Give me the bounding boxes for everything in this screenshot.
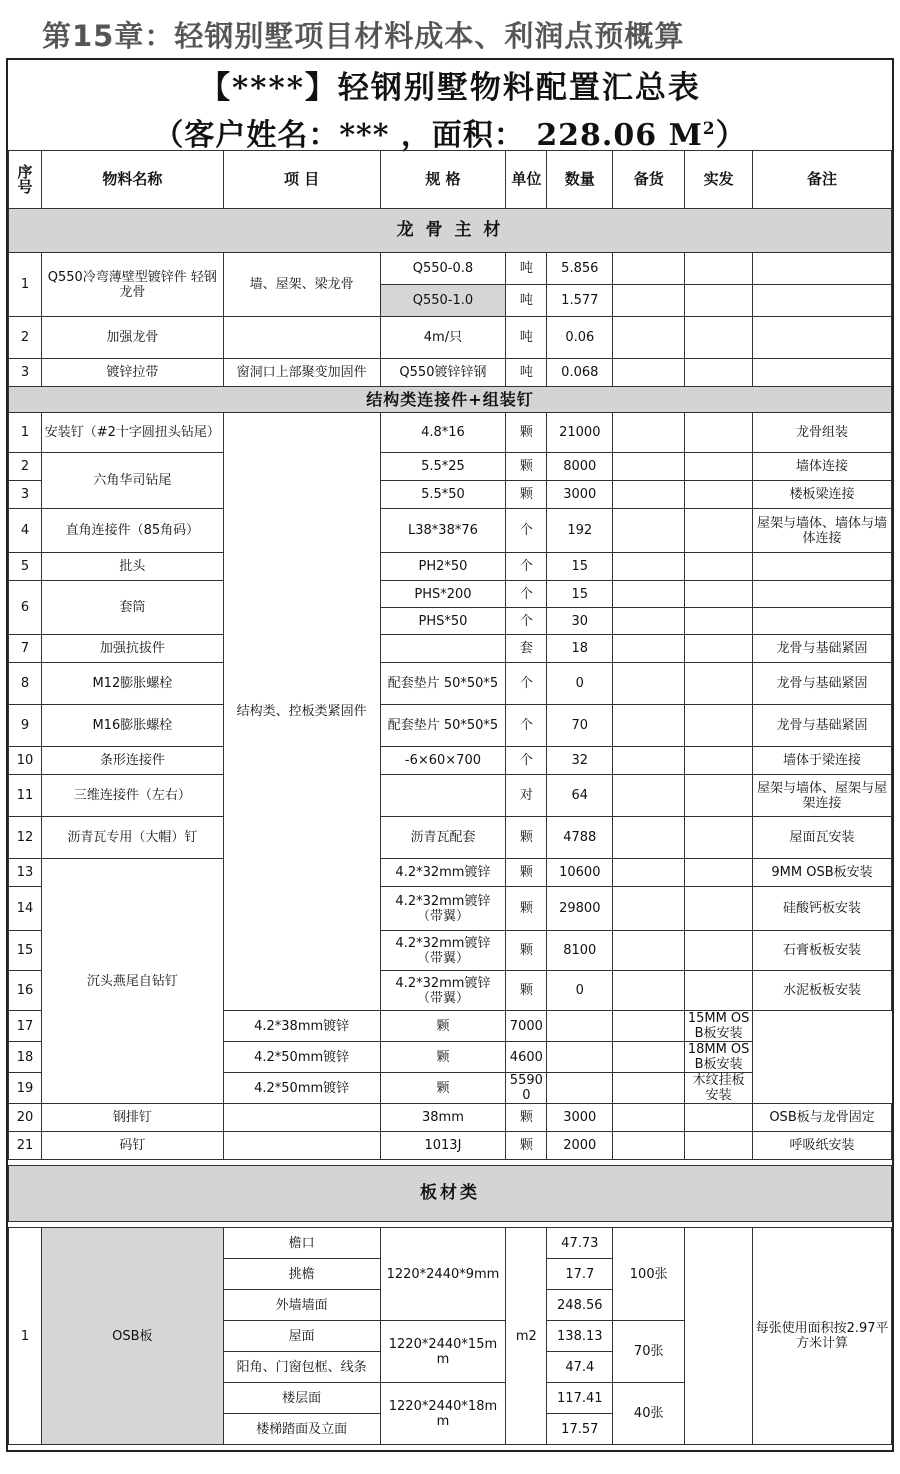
table-row xyxy=(9,509,892,553)
cell-remark xyxy=(753,581,892,608)
cell-name: 条形连接件 xyxy=(41,747,223,775)
cell-remark xyxy=(753,608,892,635)
cell-unit: 颗 xyxy=(506,887,547,931)
section-keel-title: 龙 骨 主 材 xyxy=(9,209,892,253)
cell-prepared xyxy=(613,359,685,387)
cell-remark xyxy=(753,253,892,285)
cell-unit: 颗 xyxy=(380,1073,506,1104)
cell-shipped xyxy=(685,608,753,635)
cell-shipped xyxy=(685,453,753,481)
cell-seq: 4 xyxy=(9,509,42,553)
cell-remark: 屋面瓦安装 xyxy=(753,817,892,859)
cell-qty: 3000 xyxy=(547,1104,613,1132)
cell-shipped xyxy=(613,1042,685,1073)
cell-prepared xyxy=(613,663,685,705)
cell-shipped xyxy=(685,413,753,453)
cell-unit: 个 xyxy=(506,705,547,747)
cell-unit: 吨 xyxy=(506,285,547,317)
table-row xyxy=(9,775,892,817)
cell-unit: 颗 xyxy=(506,1104,547,1132)
cell-remark: 15MM OSB板安装 xyxy=(685,1011,753,1042)
cell-qty: 47.4 xyxy=(547,1352,613,1383)
cell-prepared xyxy=(547,1073,613,1104)
cell-seq: 20 xyxy=(9,1104,42,1132)
table-row xyxy=(9,1132,892,1160)
cell-seq: 3 xyxy=(9,481,42,509)
cell-unit: 颗 xyxy=(506,931,547,971)
cell-qty: 15 xyxy=(547,581,613,608)
section-connectors-row xyxy=(9,387,892,413)
cell-remark: 龙骨与基础紧固 xyxy=(753,705,892,747)
cell-unit: 个 xyxy=(506,509,547,553)
cell-shipped xyxy=(613,1073,685,1104)
table-row xyxy=(9,413,892,453)
cell-prepared xyxy=(613,1132,685,1160)
cell-spec: 1013J xyxy=(380,1132,506,1160)
cell-prepared xyxy=(613,859,685,887)
cell-name: OSB板 xyxy=(41,1228,223,1445)
cell-unit: 颗 xyxy=(506,481,547,509)
cell-seq: 16 xyxy=(9,971,42,1011)
cell-unit: 个 xyxy=(506,663,547,705)
header-project: 项 目 xyxy=(223,151,380,209)
cell-shipped xyxy=(685,817,753,859)
cell-prepared xyxy=(613,971,685,1011)
cell-prepared: 70张 xyxy=(613,1321,685,1383)
cell-prepared xyxy=(613,705,685,747)
cell-qty: 2000 xyxy=(547,1132,613,1160)
cell-prepared xyxy=(613,747,685,775)
cell-unit: 个 xyxy=(506,581,547,608)
cell-spec: Q550镀锌锌钢 xyxy=(380,359,506,387)
cell-shipped xyxy=(685,887,753,931)
cell-spec: Q550-1.0 xyxy=(380,285,506,317)
cell-prepared xyxy=(613,775,685,817)
cell-name: 六角华司钻尾 xyxy=(41,453,223,509)
cell-unit: 个 xyxy=(506,747,547,775)
cell-project-group: 结构类、控板类紧固件 xyxy=(223,413,380,1011)
cell-remark: OSB板与龙骨固定 xyxy=(753,1104,892,1132)
cell-remark xyxy=(753,553,892,581)
cell-project: 檐口 xyxy=(223,1228,380,1259)
customer-area-text: （客户姓名：*** ，面积： 228.06 M xyxy=(153,118,703,153)
header-spec: 规 格 xyxy=(380,151,506,209)
cell-unit: 颗 xyxy=(506,453,547,481)
table-row xyxy=(9,317,892,359)
cell-remark: 墙体于梁连接 xyxy=(753,747,892,775)
cell-unit: 颗 xyxy=(380,1042,506,1073)
table-row xyxy=(9,453,892,481)
cell-project xyxy=(223,1132,380,1160)
table-row xyxy=(9,859,892,887)
cell-unit: 吨 xyxy=(506,359,547,387)
cell-spec: 1220*2440*18mm xyxy=(380,1383,506,1445)
cell-spec: 4.2*32mm镀锌（带翼） xyxy=(380,887,506,931)
cell-spec: 4.2*50mm镀锌 xyxy=(223,1042,380,1073)
cell-spec: 1220*2440*9mm xyxy=(380,1228,506,1321)
cell-shipped xyxy=(685,553,753,581)
cell-spec: 4m/只 xyxy=(380,317,506,359)
cell-name: 直角连接件（85角码） xyxy=(41,509,223,553)
cell-unit: 颗 xyxy=(380,1011,506,1042)
cell-spec: 沥青瓦配套 xyxy=(380,817,506,859)
cell-spec: 38mm xyxy=(380,1104,506,1132)
cell-shipped xyxy=(685,509,753,553)
table-row xyxy=(9,1228,892,1259)
cell-prepared: 40张 xyxy=(613,1383,685,1445)
header-name: 物料名称 xyxy=(41,151,223,209)
customer-area-line xyxy=(8,110,892,154)
cell-qty: 8000 xyxy=(547,453,613,481)
cell-spec: 4.2*32mm镀锌（带翼） xyxy=(380,971,506,1011)
cell-seq: 3 xyxy=(9,359,42,387)
header-seq: 序号 xyxy=(9,151,42,209)
table-row xyxy=(9,635,892,663)
cell-spec: 4.2*32mm镀锌（带翼） xyxy=(380,931,506,971)
cell-qty: 117.41 xyxy=(547,1383,613,1414)
cell-seq: 9 xyxy=(9,705,42,747)
cell-name: 镀锌拉带 xyxy=(41,359,223,387)
cell-unit: 颗 xyxy=(506,859,547,887)
cell-qty: 64 xyxy=(547,775,613,817)
cell-name: 码钉 xyxy=(41,1132,223,1160)
cell-shipped xyxy=(685,359,753,387)
cell-seq: 12 xyxy=(9,817,42,859)
cell-spec: 5.5*25 xyxy=(380,453,506,481)
cell-prepared xyxy=(613,581,685,608)
cell-unit: 套 xyxy=(506,635,547,663)
cell-prepared xyxy=(613,509,685,553)
cell-shipped xyxy=(685,635,753,663)
cell-seq: 7 xyxy=(9,635,42,663)
table-header-row xyxy=(9,151,892,209)
cell-seq: 2 xyxy=(9,453,42,481)
cell-seq: 1 xyxy=(9,253,42,317)
cell-spec: -6×60×700 xyxy=(380,747,506,775)
cell-shipped xyxy=(685,971,753,1011)
cell-remark: 屋架与墙体、墙体与墙体连接 xyxy=(753,509,892,553)
cell-shipped xyxy=(685,1132,753,1160)
cell-shipped xyxy=(685,285,753,317)
cell-remark: 9MM OSB板安装 xyxy=(753,859,892,887)
cell-prepared xyxy=(613,553,685,581)
cell-prepared: 100张 xyxy=(613,1228,685,1321)
table-row xyxy=(9,253,892,285)
cell-unit: 个 xyxy=(506,553,547,581)
cell-remark xyxy=(753,359,892,387)
header-remark: 备注 xyxy=(753,151,892,209)
cell-unit: 颗 xyxy=(506,1132,547,1160)
cell-remark: 每张使用面积按2.97平方米计算 xyxy=(753,1228,892,1445)
cell-prepared xyxy=(613,481,685,509)
cell-unit: 吨 xyxy=(506,253,547,285)
cell-seq: 2 xyxy=(9,317,42,359)
cell-name: Q550冷弯薄壁型镀锌件 轻钢龙骨 xyxy=(41,253,223,317)
cell-prepared xyxy=(613,285,685,317)
cell-seq: 1 xyxy=(9,1228,42,1445)
cell-prepared xyxy=(547,1011,613,1042)
cell-seq: 8 xyxy=(9,663,42,705)
cell-qty: 17.57 xyxy=(547,1414,613,1445)
cell-unit: 颗 xyxy=(506,817,547,859)
cell-shipped xyxy=(685,747,753,775)
cell-seq: 10 xyxy=(9,747,42,775)
cell-spec: 4.2*38mm镀锌 xyxy=(223,1011,380,1042)
cell-qty: 1.577 xyxy=(547,285,613,317)
cell-spec: 4.2*32mm镀锌 xyxy=(380,859,506,887)
cell-unit: 颗 xyxy=(506,413,547,453)
cell-spec: PHS*50 xyxy=(380,608,506,635)
cell-qty: 47.73 xyxy=(547,1228,613,1259)
cell-qty: 0 xyxy=(547,663,613,705)
cell-project xyxy=(223,1104,380,1132)
cell-prepared xyxy=(613,253,685,285)
cell-qty: 138.13 xyxy=(547,1321,613,1352)
cell-prepared xyxy=(613,453,685,481)
cell-unit: 颗 xyxy=(506,971,547,1011)
cell-qty: 7000 xyxy=(506,1011,547,1042)
cell-qty: 55900 xyxy=(506,1073,547,1104)
cell-qty: 30 xyxy=(547,608,613,635)
cell-prepared xyxy=(613,931,685,971)
cell-qty: 32 xyxy=(547,747,613,775)
table-row xyxy=(9,663,892,705)
cell-spec: 4.8*16 xyxy=(380,413,506,453)
cell-spec: 4.2*50mm镀锌 xyxy=(223,1073,380,1104)
cell-shipped xyxy=(685,481,753,509)
cell-prepared xyxy=(613,317,685,359)
cell-shipped xyxy=(685,581,753,608)
section-boards-row xyxy=(9,1166,892,1222)
cell-remark: 墙体连接 xyxy=(753,453,892,481)
cell-project: 屋面 xyxy=(223,1321,380,1352)
cell-unit: 对 xyxy=(506,775,547,817)
cell-remark: 18MM OSB板安装 xyxy=(685,1042,753,1073)
cell-name: 套筒 xyxy=(41,581,223,635)
cell-spec: PHS*200 xyxy=(380,581,506,608)
cell-remark: 龙骨与基础紧固 xyxy=(753,635,892,663)
cell-name: 加强龙骨 xyxy=(41,317,223,359)
cell-qty: 18 xyxy=(547,635,613,663)
cell-shipped xyxy=(685,859,753,887)
customer-area-close: ） xyxy=(715,118,747,153)
cell-spec: 配套垫片 50*50*5 xyxy=(380,705,506,747)
cell-name: 钢排钉 xyxy=(41,1104,223,1132)
header-qty: 数量 xyxy=(547,151,613,209)
cell-qty: 70 xyxy=(547,705,613,747)
cell-seq: 13 xyxy=(9,859,42,887)
cell-prepared xyxy=(613,635,685,663)
cell-spec xyxy=(380,775,506,817)
cell-name: 加强抗拔件 xyxy=(41,635,223,663)
cell-project: 楼梯踏面及立面 xyxy=(223,1414,380,1445)
cell-seq: 1 xyxy=(9,413,42,453)
cell-remark: 石膏板板安装 xyxy=(753,931,892,971)
header-prepared: 备货 xyxy=(613,151,685,209)
table-row xyxy=(9,359,892,387)
cell-name: 沉头燕尾自钻钉 xyxy=(41,859,223,1104)
cell-shipped xyxy=(685,663,753,705)
cell-qty: 21000 xyxy=(547,413,613,453)
cell-project: 外墙墙面 xyxy=(223,1290,380,1321)
cell-qty: 0 xyxy=(547,971,613,1011)
cell-seq: 14 xyxy=(9,887,42,931)
cell-unit: m2 xyxy=(506,1228,547,1445)
cell-shipped xyxy=(685,705,753,747)
cell-shipped xyxy=(613,1011,685,1042)
cell-prepared xyxy=(613,413,685,453)
cell-spec: L38*38*76 xyxy=(380,509,506,553)
cell-name: M12膨胀螺栓 xyxy=(41,663,223,705)
table-row xyxy=(9,747,892,775)
cell-remark: 楼板梁连接 xyxy=(753,481,892,509)
cell-name: 三维连接件（左右） xyxy=(41,775,223,817)
cell-qty: 4600 xyxy=(506,1042,547,1073)
cell-project xyxy=(223,317,380,359)
cell-qty: 29800 xyxy=(547,887,613,931)
cell-name: M16膨胀螺栓 xyxy=(41,705,223,747)
cell-unit: 个 xyxy=(506,608,547,635)
cell-prepared xyxy=(613,817,685,859)
cell-spec: 1220*2440*15mm xyxy=(380,1321,506,1383)
cell-project: 楼层面 xyxy=(223,1383,380,1414)
cell-qty: 8100 xyxy=(547,931,613,971)
cell-spec xyxy=(380,635,506,663)
section-boards-title: 板材类 xyxy=(9,1166,892,1222)
cell-remark: 龙骨组装 xyxy=(753,413,892,453)
table-row xyxy=(9,581,892,608)
cell-shipped xyxy=(685,1228,753,1445)
material-table xyxy=(8,150,892,1445)
cell-project: 窗洞口上部聚变加固件 xyxy=(223,359,380,387)
cell-shipped xyxy=(685,931,753,971)
cell-qty: 192 xyxy=(547,509,613,553)
cell-seq: 21 xyxy=(9,1132,42,1160)
cell-project: 阳角、门窗包框、线条 xyxy=(223,1352,380,1383)
cell-seq: 18 xyxy=(9,1042,42,1073)
sheet-title: 【****】轻钢别墅物料配置汇总表 xyxy=(199,70,701,106)
cell-qty: 0.068 xyxy=(547,359,613,387)
table-row xyxy=(9,553,892,581)
cell-name: 批头 xyxy=(41,553,223,581)
cell-project: 墙、屋架、梁龙骨 xyxy=(223,253,380,317)
cell-spec: 5.5*50 xyxy=(380,481,506,509)
cell-seq: 19 xyxy=(9,1073,42,1104)
cell-remark xyxy=(753,317,892,359)
material-summary-sheet xyxy=(6,58,894,1452)
section-connectors-title: 结构类连接件+组装钉 xyxy=(9,387,892,413)
cell-prepared xyxy=(613,887,685,931)
cell-prepared xyxy=(613,608,685,635)
cell-remark: 呼吸纸安装 xyxy=(753,1132,892,1160)
cell-unit: 吨 xyxy=(506,317,547,359)
table-row xyxy=(9,817,892,859)
cell-seq: 17 xyxy=(9,1011,42,1042)
cell-qty: 3000 xyxy=(547,481,613,509)
cell-qty: 248.56 xyxy=(547,1290,613,1321)
cell-spec: Q550-0.8 xyxy=(380,253,506,285)
chapter-title: 第15章：轻钢别墅项目材料成本、利润点预概算 xyxy=(42,19,685,53)
cell-shipped xyxy=(685,317,753,359)
cell-remark: 木纹挂板安装 xyxy=(685,1073,753,1104)
cell-qty: 17.7 xyxy=(547,1259,613,1290)
cell-remark xyxy=(753,285,892,317)
cell-project: 挑檐 xyxy=(223,1259,380,1290)
cell-qty: 10600 xyxy=(547,859,613,887)
cell-shipped xyxy=(685,1104,753,1132)
cell-qty: 0.06 xyxy=(547,317,613,359)
table-row xyxy=(9,705,892,747)
cell-seq: 15 xyxy=(9,931,42,971)
cell-remark: 水泥板板安装 xyxy=(753,971,892,1011)
cell-prepared xyxy=(613,1104,685,1132)
cell-prepared xyxy=(547,1042,613,1073)
section-keel-row xyxy=(9,209,892,253)
cell-remark: 龙骨与基础紧固 xyxy=(753,663,892,705)
header-shipped: 实发 xyxy=(685,151,753,209)
cell-seq: 11 xyxy=(9,775,42,817)
cell-name: 安装钉（#2十字圆扭头钻尾） xyxy=(41,413,223,453)
table-row xyxy=(9,1104,892,1132)
cell-name: 沥青瓦专用（大帽）钉 xyxy=(41,817,223,859)
cell-remark: 硅酸钙板安装 xyxy=(753,887,892,931)
cell-seq: 6 xyxy=(9,581,42,635)
cell-shipped xyxy=(685,775,753,817)
area-unit-superscript: 2 xyxy=(702,119,716,139)
cell-qty: 15 xyxy=(547,553,613,581)
cell-seq: 5 xyxy=(9,553,42,581)
cell-spec: PH2*50 xyxy=(380,553,506,581)
cell-remark: 屋架与墙体、屋架与屋架连接 xyxy=(753,775,892,817)
cell-qty: 5.856 xyxy=(547,253,613,285)
cell-qty: 4788 xyxy=(547,817,613,859)
cell-shipped xyxy=(685,253,753,285)
header-unit: 单位 xyxy=(506,151,547,209)
cell-spec: 配套垫片 50*50*5 xyxy=(380,663,506,705)
